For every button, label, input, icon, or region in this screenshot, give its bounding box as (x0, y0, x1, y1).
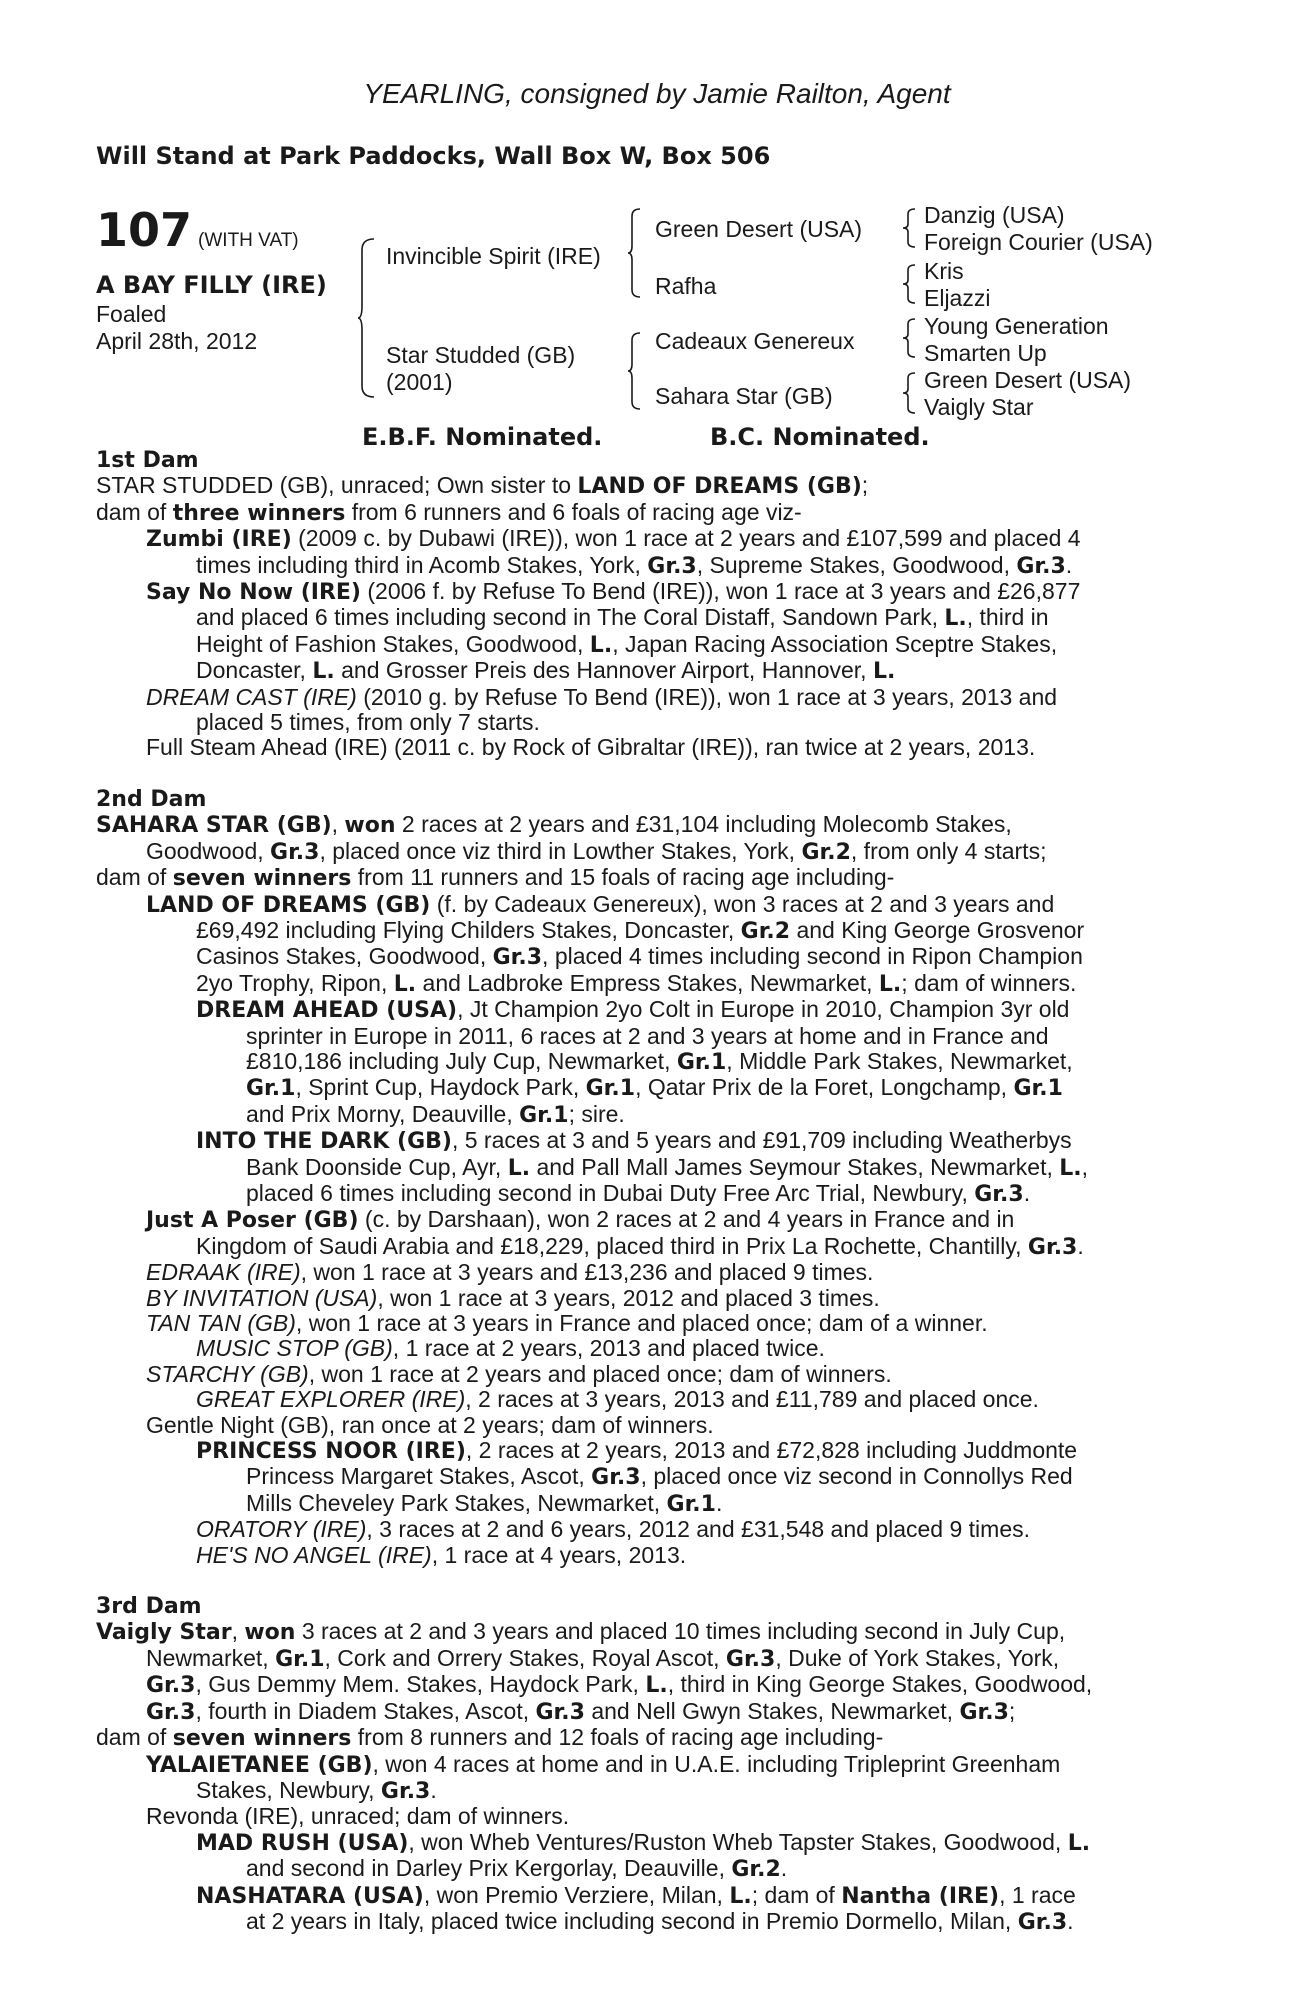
text-run: Gentle Night (GB), ran once at 2 years; dam of winners. (146, 1411, 714, 1438)
text-line (96, 1413, 1206, 1438)
text-run: TAN TAN (GB) (146, 1310, 296, 1336)
text-line (96, 1725, 1206, 1751)
text-run: MAD RUSH (USA) (196, 1830, 409, 1856)
text-run: Gr.3 (492, 945, 543, 971)
text-run: Gr.3 (647, 553, 697, 579)
text-run: STAR STUDDED (GB), unraced; Own sister to (96, 472, 578, 499)
pedigree-brace-dam (628, 332, 644, 410)
text-line (96, 1155, 1206, 1181)
text-run: Gr.3 (146, 1673, 196, 1699)
text-run: , Gus Demmy Mem. Stakes, Haydock Park, (195, 1671, 646, 1698)
text-line (96, 1102, 1206, 1128)
text-line (96, 553, 1206, 579)
text-line (96, 944, 1206, 970)
pedigree-brace-ggp2 (903, 264, 917, 304)
text-run: , placed 4 times including second in Ripon Champion (542, 943, 1083, 970)
text-line (96, 786, 1206, 812)
text-run: Gr.3 (1017, 1909, 1068, 1935)
text-line (96, 865, 1206, 891)
pedigree-sire-sire: Green Desert (USA) (655, 216, 863, 242)
text-run: , 2 races at 3 years, 2013 and £11,789 and placed once. (465, 1386, 1039, 1413)
text-run: , fourth in Diadem Stakes, Ascot, (195, 1697, 536, 1724)
text-run: . (1077, 1232, 1084, 1259)
text-run: . (1065, 551, 1073, 578)
section-heading: 2nd Dam (96, 786, 207, 812)
text-run: Gr.1 (246, 1076, 296, 1102)
text-line (96, 447, 1206, 473)
text-line (96, 892, 1206, 918)
text-run: ; (861, 472, 869, 499)
text-run: and Ladbroke Empress Stakes, Newmarket, (416, 969, 879, 996)
text-run: BY INVITATION (USA) (146, 1284, 378, 1311)
text-run: , third in King George Stakes, Goodwood, (667, 1671, 1093, 1698)
text-run: placed 5 times, from only 7 starts. (196, 709, 540, 736)
text-run: and placed 6 times including second in The Coral Distaff, Sandown Park, (196, 604, 945, 631)
horse-name: A BAY FILLY (IRE) (96, 271, 327, 299)
text-run: (2006 f. by Refuse To Bend (IRE)), won 1 race at 3 years and £26,877 (360, 578, 1081, 605)
text-run: won (344, 813, 396, 839)
foaled-label: Foaled (96, 301, 167, 327)
pedigree-ggp: Young Generation (924, 313, 1109, 339)
text-line (96, 1049, 1206, 1075)
text-run: , 1 race at 2 years, 2013 and placed twice. (392, 1335, 825, 1362)
text-run: from 6 runners and 6 foals of racing age viz- (345, 498, 802, 525)
text-run: Gr.3 (959, 1699, 1009, 1725)
text-run: (2010 g. by Refuse To Bend (IRE)), won 1 race at 3 years, 2013 and (356, 683, 1058, 710)
text-run: Gr.3 (270, 839, 320, 865)
text-run: Gr.3 (535, 1699, 585, 1725)
text-run: times including third in Acomb Stakes, York, (196, 551, 648, 578)
text-run: , Cork and Orrery Stakes, Royal Ascot, (324, 1644, 726, 1671)
text-line (96, 1362, 1206, 1387)
text-run: Say No Now (IRE) (146, 580, 361, 606)
text-run: Gr.1 (1013, 1076, 1063, 1102)
text-run: Goodwood, (146, 837, 271, 864)
text-run: dam of (96, 864, 173, 891)
text-run: Gr.2 (740, 918, 791, 944)
text-run: Revonda (IRE), unraced; dam of winners. (146, 1803, 570, 1830)
text-line (96, 1311, 1206, 1336)
text-line (96, 1619, 1206, 1645)
text-run: , 5 races at 3 and 5 years and £91,709 including Weatherbys (451, 1127, 1072, 1154)
text-run: , Japan Racing Association Sceptre Stakes, (612, 630, 1058, 657)
text-run: Gr.1 (519, 1102, 569, 1128)
text-run: ; (1008, 1697, 1016, 1724)
text-run: Gr.3 (1027, 1234, 1078, 1260)
text-run: Mills Cheveley Park Stakes, Newmarket, (246, 1489, 667, 1516)
text-run: and King George Grosvenor (790, 916, 1085, 943)
text-line (96, 1181, 1206, 1207)
text-run: STARCHY (GB) (146, 1360, 309, 1387)
text-line (96, 1387, 1206, 1412)
text-run: Gr.2 (731, 1857, 781, 1883)
text-run: MUSIC STOP (GB) (196, 1335, 393, 1362)
text-run: L. (312, 659, 335, 685)
text-run: Casinos Stakes, Goodwood, (196, 943, 493, 970)
text-run: HE'S NO ANGEL (IRE) (196, 1541, 432, 1568)
foaled-date: April 28th, 2012 (96, 328, 258, 354)
section-gap (96, 761, 1206, 786)
text-run: Vaigly Star (96, 1620, 232, 1646)
text-run: £810,186 including July Cup, Newmarket, (246, 1047, 677, 1074)
text-run: dam of (96, 1724, 173, 1751)
text-run: ; sire. (568, 1100, 625, 1127)
pedigree-sire: Invincible Spirit (IRE) (386, 243, 601, 269)
text-line (96, 710, 1206, 735)
text-line (96, 1024, 1206, 1049)
stand-location: Will Stand at Park Paddocks, Wall Box W, Box 506 (96, 142, 771, 170)
text-run: ; dam of (751, 1881, 842, 1908)
text-run: Gr.1 (585, 1076, 636, 1102)
text-line (96, 1883, 1206, 1909)
text-run: (2009 c. by Dubawi (IRE)), won 1 race at 2 years and £107,599 and placed 4 (291, 525, 1081, 552)
text-line (96, 1778, 1206, 1804)
text-run: seven winners (172, 866, 352, 892)
text-run: Nantha (IRE) (841, 1883, 1000, 1909)
text-run: Gr.3 (974, 1181, 1024, 1207)
text-line (96, 685, 1206, 710)
text-run: and second in Darley Prix Kergorlay, Deauville, (246, 1855, 732, 1882)
text-run: Stakes, Newbury, (196, 1776, 381, 1803)
text-run: Gr.3 (380, 1778, 431, 1804)
text-line (96, 605, 1206, 631)
text-run: at 2 years in Italy, placed twice including second in Premio Dormello, Milan, (246, 1907, 1018, 1934)
pedigree-sire-dam: Rafha (655, 273, 717, 299)
section-heading: 3rd Dam (96, 1594, 202, 1620)
text-run: , 3 races at 2 and 6 years, 2012 and £31,548 and placed 9 times. (366, 1516, 1031, 1543)
text-run: , (331, 811, 345, 838)
text-run: LAND OF DREAMS (GB) (577, 474, 862, 500)
text-run: and Prix Morny, Deauville, (246, 1100, 520, 1127)
text-run: . (715, 1489, 723, 1516)
pedigree-brace-main (358, 238, 378, 398)
text-run: . (1067, 1907, 1074, 1934)
text-run: Kingdom of Saudi Arabia and £18,229, placed third in Prix La Rochette, Chantilly, (196, 1232, 1028, 1259)
pedigree-dam-dam: Sahara Star (GB) (655, 383, 833, 409)
text-run: L. (507, 1155, 531, 1181)
text-run: L. (944, 606, 967, 632)
text-run: Gr.3 (146, 1699, 196, 1725)
section-heading: 1st Dam (96, 448, 199, 473)
text-run: L. (872, 659, 896, 685)
text-line (96, 1909, 1206, 1935)
text-run: from 8 runners and 12 foals of racing age including- (351, 1724, 884, 1751)
text-line (96, 1128, 1206, 1154)
pedigree-brace-ggp1 (903, 208, 917, 248)
text-run: Gr.3 (1016, 553, 1066, 579)
text-run: Gr.1 (666, 1491, 716, 1517)
text-run: , (231, 1618, 245, 1645)
text-run: 3 races at 2 and 3 years and placed 10 times including second in July Cup, (295, 1618, 1066, 1645)
text-line (96, 1286, 1206, 1311)
text-run: PRINCESS NOOR (IRE) (196, 1439, 466, 1465)
text-run: and Grosser Preis des Hannover Airport, Hannover, (334, 657, 873, 684)
text-run: , won 1 race at 3 years and £13,236 and placed 9 times. (300, 1259, 874, 1286)
text-line (96, 971, 1206, 997)
text-run: NASHATARA (USA) (196, 1883, 424, 1909)
text-run: Newmarket, (146, 1644, 276, 1671)
text-run: L. (645, 1673, 668, 1699)
text-run: Princess Margaret Stakes, Ascot, (246, 1463, 592, 1490)
text-run: Just A Poser (GB) (146, 1208, 359, 1234)
pedigree-ggp: Kris (924, 258, 964, 284)
text-line (96, 1804, 1206, 1829)
lot-heading (96, 203, 299, 257)
text-line (96, 1517, 1206, 1542)
text-line (96, 1830, 1206, 1856)
text-run: , placed once viz second in Connollys Red (640, 1463, 1073, 1490)
text-run: DREAM CAST (IRE) (146, 683, 357, 710)
text-line (96, 1699, 1206, 1725)
text-run: seven winners (172, 1726, 352, 1752)
pedigree-dam-sire: Cadeaux Genereux (655, 328, 855, 354)
bc-nomination: B.C. Nominated. (710, 423, 930, 451)
text-run: ; dam of winners. (901, 969, 1077, 996)
text-line (96, 526, 1206, 552)
text-line (96, 1464, 1206, 1490)
text-run: Zumbi (IRE) (146, 527, 292, 553)
text-line (96, 500, 1206, 526)
pedigree-ggp: Foreign Courier (USA) (924, 229, 1153, 255)
text-line (96, 632, 1206, 658)
pedigree-dam: Star Studded (GB) (386, 342, 576, 368)
page-header: YEARLING, consigned by Jamie Railton, Agent (363, 78, 951, 109)
text-run: , placed once viz third in Lowther Stakes, York, (319, 837, 802, 864)
text-run: YALAIETANEE (GB) (146, 1752, 373, 1778)
text-run: , 2 races at 2 years, 2013 and £72,828 including Juddmonte (465, 1437, 1078, 1464)
lot-number: 107 (96, 203, 193, 257)
text-line (96, 839, 1206, 865)
text-run: 2 races at 2 years and £31,104 including Molecomb Stakes, (395, 811, 1012, 838)
text-run: , from only 4 starts; (850, 837, 1047, 864)
pedigree-brace-ggp4 (903, 372, 917, 414)
text-run: . (430, 1776, 437, 1803)
text-run: , Middle Park Stakes, Newmarket, (726, 1047, 1073, 1074)
text-run: 2yo Trophy, Ripon, (196, 969, 394, 996)
text-line (96, 1593, 1206, 1619)
text-run: , 1 race (999, 1881, 1076, 1908)
text-run: Doncaster, (196, 657, 313, 684)
vat-note: (WITH VAT) (198, 230, 299, 251)
text-run: (c. by Darshaan), won 2 races at 2 and 4 years in France and in (358, 1206, 1015, 1233)
text-run: and Nell Gwyn Stakes, Newmarket, (584, 1697, 960, 1724)
text-run: dam of (96, 498, 173, 525)
text-run: (f. by Cadeaux Genereux), won 3 races at 2 and 3 years and (430, 890, 1055, 917)
text-line (96, 1260, 1206, 1285)
text-run: . (1023, 1179, 1031, 1206)
text-run: SAHARA STAR (GB) (96, 813, 332, 839)
text-run: Height of Fashion Stakes, Goodwood, (196, 630, 590, 657)
text-run: , won 1 race at 3 years in France and placed once; dam of a winner. (295, 1310, 988, 1336)
text-line (96, 1336, 1206, 1361)
text-run: , Supreme Stakes, Goodwood, (696, 551, 1017, 578)
text-run: , Qatar Prix de la Foret, Longchamp, (635, 1074, 1014, 1101)
text-line (96, 812, 1206, 838)
text-run: L. (1067, 1830, 1091, 1856)
text-run: EDRAAK (IRE) (146, 1259, 301, 1286)
text-run: Bank Doonside Cup, Ayr, (246, 1153, 508, 1180)
text-run: Gr.1 (676, 1049, 727, 1075)
text-run: ORATORY (IRE) (196, 1516, 367, 1543)
text-line (96, 1075, 1206, 1101)
text-line (96, 997, 1206, 1023)
pedigree-dam-year: (2001) (386, 369, 453, 395)
text-run: Full Steam Ahead (IRE) (2011 c. by Rock of Gibraltar (IRE)), ran twice at 2 years, 2013. (146, 734, 1036, 761)
text-run: GREAT EXPLORER (IRE) (196, 1386, 466, 1413)
pedigree-ggp: Green Desert (USA) (924, 367, 1132, 393)
text-run: , 1 race at 4 years, 2013. (431, 1541, 687, 1568)
text-run: , won Wheb Ventures/Ruston Wheb Tapster Stakes, Goodwood, (408, 1828, 1068, 1855)
text-line (96, 735, 1206, 760)
text-run: and Pall Mall James Seymour Stakes, Newmarket, (530, 1153, 1060, 1180)
text-run: from 11 runners and 15 foals of racing age including- (351, 864, 895, 891)
ebf-nomination: E.B.F. Nominated. (362, 423, 603, 451)
text-run: , Duke of York Stakes, York, (775, 1644, 1060, 1671)
text-line (96, 579, 1206, 605)
text-run: Gr.3 (591, 1465, 641, 1491)
text-run: L. (1059, 1155, 1082, 1181)
text-run: INTO THE DARK (GB) (196, 1129, 452, 1155)
text-run: Gr.1 (275, 1646, 325, 1672)
text-run: LAND OF DREAMS (GB) (146, 892, 431, 918)
text-run: sprinter in Europe in 2011, 6 races at 2 and 3 years at home and in France and (246, 1022, 1049, 1049)
text-run: placed 6 times including second in Dubai Duty Free Arc Trial, Newbury, (246, 1179, 975, 1206)
text-run: L. (393, 971, 417, 997)
pedigree-ggp: Eljazzi (924, 285, 991, 311)
text-run: , third in (966, 604, 1049, 631)
text-line (96, 1646, 1206, 1672)
text-run: won (244, 1620, 296, 1646)
pedigree-ggp: Smarten Up (924, 340, 1047, 366)
pedigree-notes (96, 447, 1206, 1935)
text-run: £69,492 including Flying Childers Stakes, Doncaster, (196, 916, 741, 943)
text-run: L. (729, 1883, 752, 1909)
text-line (96, 1543, 1206, 1568)
pedigree-ggp: Danzig (USA) (924, 202, 1065, 228)
text-line (96, 1234, 1206, 1260)
text-line (96, 918, 1206, 944)
text-run: L. (878, 971, 902, 997)
text-run: Gr.2 (801, 839, 851, 865)
text-run: , won 4 races at home and in U.A.E. including Tripleprint Greenham (372, 1750, 1061, 1777)
text-run: , won 1 race at 2 years and placed once; dam of winners. (308, 1360, 892, 1387)
text-line (96, 1752, 1206, 1778)
text-line (96, 473, 1206, 499)
pedigree-brace-sire (628, 208, 644, 298)
pedigree-ggp: Vaigly Star (924, 394, 1034, 420)
text-run: , (1081, 1153, 1089, 1180)
section-gap (96, 1568, 1206, 1593)
text-run: Gr.3 (725, 1646, 776, 1672)
text-run: three winners (172, 500, 346, 526)
text-line (96, 1438, 1206, 1464)
text-run: , won Premio Verziere, Milan, (423, 1881, 730, 1908)
text-line (96, 1207, 1206, 1233)
text-line (96, 1856, 1206, 1882)
text-line (96, 1491, 1206, 1517)
text-run: . (780, 1855, 788, 1882)
text-line (96, 1672, 1206, 1698)
pedigree-brace-ggp3 (903, 318, 917, 358)
text-line (96, 658, 1206, 684)
text-run: L. (589, 632, 613, 658)
text-run: , Sprint Cup, Haydock Park, (295, 1074, 586, 1101)
text-run: , Jt Champion 2yo Colt in Europe in 2010, Champion 3yr old (457, 996, 1070, 1023)
text-run: DREAM AHEAD (USA) (196, 998, 458, 1024)
text-run: , won 1 race at 3 years, 2012 and placed 3 times. (377, 1284, 880, 1311)
